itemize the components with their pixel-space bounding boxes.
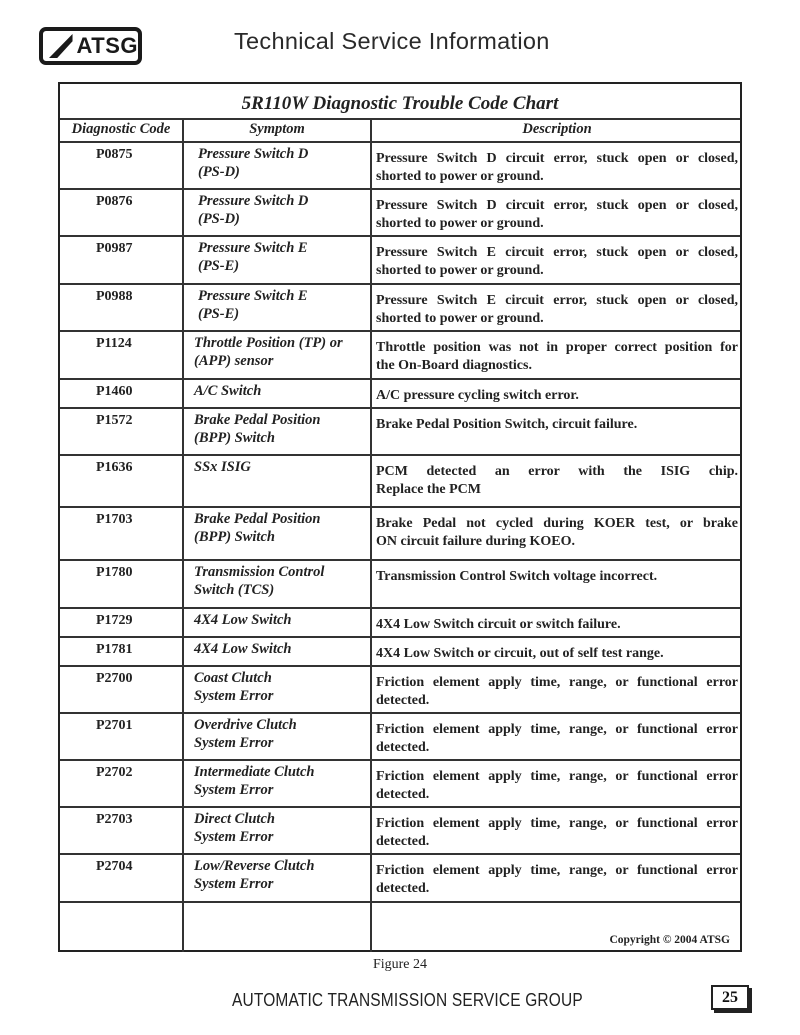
- row-divider: [60, 759, 740, 761]
- description-line: Transmission Control Switch voltage incorrect.: [376, 569, 658, 584]
- row-divider: [60, 407, 740, 409]
- description-line: Pressure Switch D circuit error, stuck open or closed,: [376, 151, 738, 166]
- symptom: [194, 335, 372, 370]
- row-divider: [60, 636, 740, 638]
- symptom: [194, 412, 372, 447]
- symptom-line: Pressure Switch D: [198, 193, 309, 209]
- symptom-line: 4X4 Low Switch: [194, 612, 292, 628]
- symptom-line: System Error: [194, 875, 274, 892]
- symptom-line: Pressure Switch D: [198, 146, 309, 162]
- description: [376, 150, 738, 185]
- description-line: Friction element apply time, range, or functional error: [376, 769, 738, 784]
- symptom-line: Pressure Switch E: [198, 288, 308, 304]
- logo-text: ATSG: [76, 33, 138, 58]
- description-line: Brake Pedal Position Switch, circuit failure.: [376, 417, 638, 432]
- symptom: [198, 193, 376, 228]
- chart-title: 5R110W Diagnostic Trouble Code Chart: [241, 93, 559, 114]
- trouble-code-chart: [58, 82, 742, 952]
- symptom-line: Throttle Position (TP) or: [194, 335, 343, 351]
- row-divider: [60, 559, 740, 561]
- symptom-line: (PS-E): [198, 257, 240, 274]
- symptom: [198, 146, 376, 181]
- column-divider: [182, 119, 184, 952]
- diagnostic-code: P1124: [96, 336, 132, 351]
- description-line: Pressure Switch D circuit error, stuck open or closed,: [376, 198, 738, 213]
- symptom-line: Low/Reverse Clutch: [194, 858, 315, 874]
- symptom-line: Transmission Control: [194, 564, 325, 580]
- description-line: shorted to power or ground.: [376, 168, 544, 184]
- description: [376, 862, 738, 897]
- diagnostic-code: P1636: [96, 460, 133, 475]
- description-line: Pressure Switch E circuit error, stuck open or closed,: [376, 293, 738, 308]
- figure-caption: Figure 24: [372, 957, 428, 972]
- symptom-line: (PS-D): [198, 163, 240, 180]
- symptom-line: (BPP) Switch: [194, 429, 275, 446]
- description-line: 4X4 Low Switch or circuit, out of self test range.: [376, 646, 664, 661]
- description-line: detected.: [376, 786, 430, 802]
- symptom-line: Coast Clutch: [194, 670, 272, 686]
- symptom-line: System Error: [194, 828, 274, 845]
- symptom: [194, 670, 372, 705]
- symptom: [198, 240, 376, 275]
- description-line: the On-Board diagnostics.: [376, 357, 532, 373]
- symptom: [194, 383, 372, 401]
- description-line: Pressure Switch E circuit error, stuck open or closed,: [376, 245, 738, 260]
- description: [376, 416, 738, 434]
- row-divider: [60, 806, 740, 808]
- title-divider: [60, 118, 740, 120]
- logo-wing-icon: [49, 34, 73, 58]
- symptom: [194, 564, 372, 599]
- row-divider: [60, 188, 740, 190]
- description-line: ON circuit failure during KOEO.: [376, 533, 575, 549]
- diagnostic-code: P2703: [96, 812, 133, 827]
- description: [376, 616, 738, 634]
- diagnostic-code: P1781: [96, 642, 133, 657]
- symptom-line: Intermediate Clutch: [194, 764, 315, 780]
- description-line: Friction element apply time, range, or functional error: [376, 816, 738, 831]
- symptom: [194, 459, 372, 477]
- symptom-line: A/C Switch: [194, 383, 262, 399]
- description-line: Brake Pedal not cycled during KOER test, or brake: [376, 516, 738, 531]
- description: [376, 645, 738, 663]
- footer-organization: AUTOMATIC TRANSMISSION SERVICE GROUP: [232, 990, 583, 1010]
- description: [376, 515, 738, 550]
- diagnostic-code: P2700: [96, 671, 133, 686]
- row-divider: [60, 665, 740, 667]
- symptom-line: Direct Clutch: [194, 811, 275, 827]
- symptom-line: (BPP) Switch: [194, 528, 275, 545]
- description-line: 4X4 Low Switch circuit or switch failure.: [376, 617, 621, 632]
- symptom: [194, 717, 372, 752]
- row-divider: [60, 454, 740, 456]
- description-line: detected.: [376, 833, 430, 849]
- symptom-line: System Error: [194, 734, 274, 751]
- description-line: detected.: [376, 739, 430, 755]
- symptom: [194, 612, 372, 630]
- diagnostic-code: P2704: [96, 859, 133, 874]
- symptom-line: Switch (TCS): [194, 581, 275, 598]
- row-divider: [60, 506, 740, 508]
- row-divider: [60, 901, 740, 903]
- symptom-line: Brake Pedal Position: [194, 511, 321, 527]
- diagnostic-code: P1572: [96, 413, 133, 428]
- row-divider: [60, 283, 740, 285]
- diagnostic-code: P0987: [96, 241, 133, 256]
- description-line: shorted to power or ground.: [376, 215, 544, 231]
- description-line: detected.: [376, 692, 430, 708]
- description: [376, 768, 738, 803]
- row-divider: [60, 712, 740, 714]
- symptom-line: (PS-E): [198, 305, 240, 322]
- symptom: [194, 511, 372, 546]
- description-line: shorted to power or ground.: [376, 262, 544, 278]
- copyright-notice: Copyright © 2004 ATSG: [609, 934, 730, 946]
- diagnostic-code: P1780: [96, 565, 133, 580]
- symptom-line: System Error: [194, 687, 274, 704]
- diagnostic-code: P2702: [96, 765, 133, 780]
- description: [376, 339, 738, 374]
- description-line: Throttle position was not in proper correct position for: [376, 340, 738, 355]
- symptom-line: (APP) sensor: [194, 352, 274, 369]
- row-divider: [60, 607, 740, 609]
- symptom-line: Overdrive Clutch: [194, 717, 297, 733]
- symptom-line: Pressure Switch E: [198, 240, 308, 256]
- atsg-logo: [39, 27, 142, 65]
- symptom: [194, 811, 372, 846]
- description: [376, 244, 738, 279]
- description-line: Replace the PCM: [376, 481, 481, 497]
- column-header-description: Description: [522, 121, 592, 137]
- diagnostic-code: P0875: [96, 147, 133, 162]
- diagnostic-code: P2701: [96, 718, 133, 733]
- symptom: [194, 641, 372, 659]
- symptom-line: 4X4 Low Switch: [194, 641, 292, 657]
- diagnostic-code: P0988: [96, 289, 133, 304]
- column-header-symptom: Symptom: [249, 121, 305, 137]
- row-divider: [60, 853, 740, 855]
- column-header-code: Diagnostic Code: [71, 121, 171, 137]
- description-line: A/C pressure cycling switch error.: [376, 388, 579, 403]
- symptom: [194, 858, 372, 893]
- description: [376, 721, 738, 756]
- diagnostic-code: P0876: [96, 194, 133, 209]
- description: [376, 292, 738, 327]
- description-line: shorted to power or ground.: [376, 310, 544, 326]
- row-divider: [60, 330, 740, 332]
- description: [376, 674, 738, 709]
- description: [376, 815, 738, 850]
- diagnostic-code: P1729: [96, 613, 133, 628]
- symptom-line: (PS-D): [198, 210, 240, 227]
- description: [376, 387, 738, 405]
- description: [376, 568, 738, 586]
- row-divider: [60, 235, 740, 237]
- description-line: Friction element apply time, range, or functional error: [376, 722, 738, 737]
- symptom-line: System Error: [194, 781, 274, 798]
- row-divider: [60, 141, 740, 143]
- page-header-title: Technical Service Information: [234, 28, 550, 54]
- description-line: PCM detected an error with the ISIG chip.: [376, 464, 738, 479]
- description: [376, 197, 738, 232]
- row-divider: [60, 378, 740, 380]
- symptom: [194, 764, 372, 799]
- page-number: 25: [711, 985, 749, 1010]
- symptom-line: Brake Pedal Position: [194, 412, 321, 428]
- diagnostic-code: P1460: [96, 384, 133, 399]
- symptom-line: SSx ISIG: [194, 459, 251, 475]
- description: [376, 463, 738, 498]
- description-line: detected.: [376, 880, 430, 896]
- description-line: Friction element apply time, range, or functional error: [376, 863, 738, 878]
- symptom: [198, 288, 376, 323]
- description-line: Friction element apply time, range, or functional error: [376, 675, 738, 690]
- diagnostic-code: P1703: [96, 512, 133, 527]
